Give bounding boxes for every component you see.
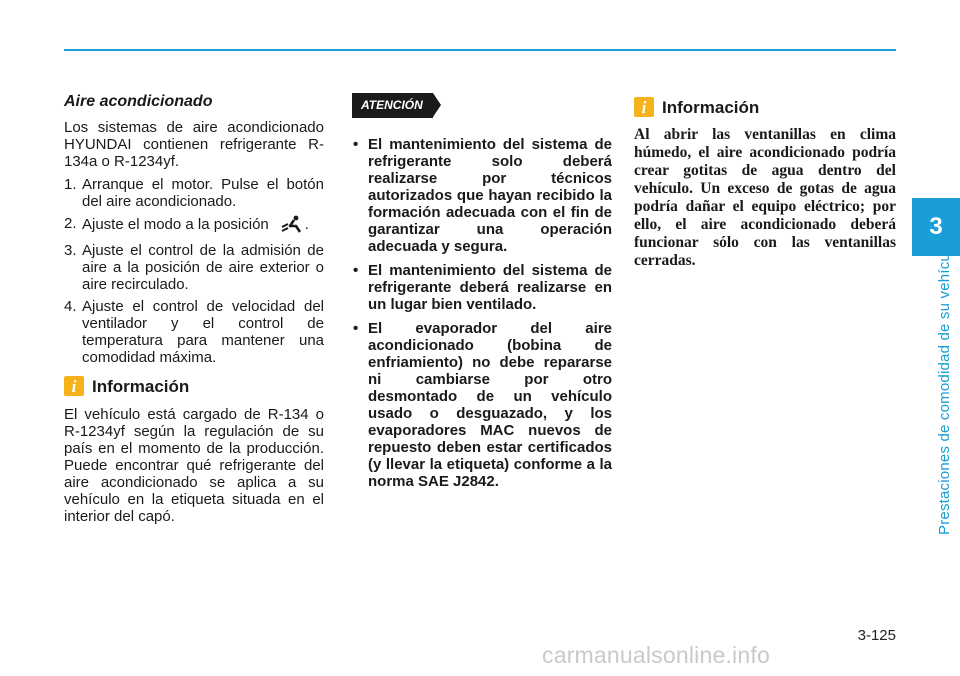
chapter-title: Prestaciones de comodidad de su vehículo <box>936 240 953 535</box>
step-text: Ajuste el control de la admisión de aire a la posición de aire exterior o aire recirculado. <box>82 242 324 293</box>
info-paragraph: El vehículo está cargado de R-134 o R-1234yf según la regulación de su país en el momento de la producción. Puede encontrar qué refrigerante del aire acondicionado se aplica a su vehículo en la etiqueta situada en el interior del capó. <box>64 406 324 525</box>
floor-mode-icon <box>281 215 303 237</box>
column-informacion <box>634 97 896 270</box>
step-text: Ajuste el control de velocidad del ventilador y el control de temperatura para mantener una comodidad máxima. <box>82 298 324 366</box>
steps-list <box>64 176 324 366</box>
attention-badge: ATENCIÓN <box>352 93 433 118</box>
step-item <box>64 298 324 366</box>
watermark: carmanualsonline.info <box>542 642 770 668</box>
step-text-end: . <box>304 216 309 233</box>
info-title: Información <box>662 97 760 117</box>
header-rule <box>64 49 896 51</box>
step-number: 3. <box>64 242 77 259</box>
attention-item: • El mantenimiento del sistema de refrigerante deberá realizarse en un lugar bien ventilado. <box>352 262 612 313</box>
info-icon: i <box>634 97 654 117</box>
info-title: Información <box>92 376 190 396</box>
intro-paragraph: Los sistemas de aire acondicionado HYUNDAI contienen refrigerante R-134a o R-1234yf. <box>64 119 324 170</box>
info-heading <box>634 97 896 117</box>
page-number: 3-125 <box>857 627 896 644</box>
column-atencion <box>352 93 612 497</box>
step-item <box>64 215 324 237</box>
step-text: Ajuste el modo a la posición <box>82 216 269 233</box>
step-number: 2. <box>64 215 77 232</box>
step-item <box>64 242 324 293</box>
column-aire-acondicionado <box>64 93 324 525</box>
step-number: 4. <box>64 298 77 315</box>
attention-item: • El evaporador del aire acondicionado (bobina de enfriamiento) no debe repararse ni cambiarse por otro desmontado de un vehículo usado o desguazado, y los evaporadores MAC nuevos de repuesto deben estar certificados (y llevar la etiqueta) conforme a la norma SAE J2842. <box>352 320 612 490</box>
step-text: Arranque el motor. Pulse el botón del aire acondicionado. <box>82 176 324 210</box>
chapter-number: 3 <box>929 213 943 240</box>
attention-list <box>352 136 612 490</box>
info-heading <box>64 376 324 396</box>
info-paragraph: Al abrir las ventanillas en clima húmedo, el aire acondicionado podría crear gotitas de agua dentro del vehículo. Un exceso de gotas de agua podría dañar el equipo eléctrico; por ello, el aire acondicionado deberá funcionar sólo con las ventanillas cerradas. <box>634 126 896 269</box>
info-icon: i <box>64 376 84 396</box>
attention-item: • El mantenimiento del sistema de refrigerante solo deberá realizarse por técnicos autorizados que hayan recibido la formación adecuada con el fin de garantizar una operación adecuada y segura. <box>352 136 612 255</box>
step-number: 1. <box>64 176 77 193</box>
step-item <box>64 176 324 210</box>
section-heading: Aire acondicionado <box>64 93 213 110</box>
